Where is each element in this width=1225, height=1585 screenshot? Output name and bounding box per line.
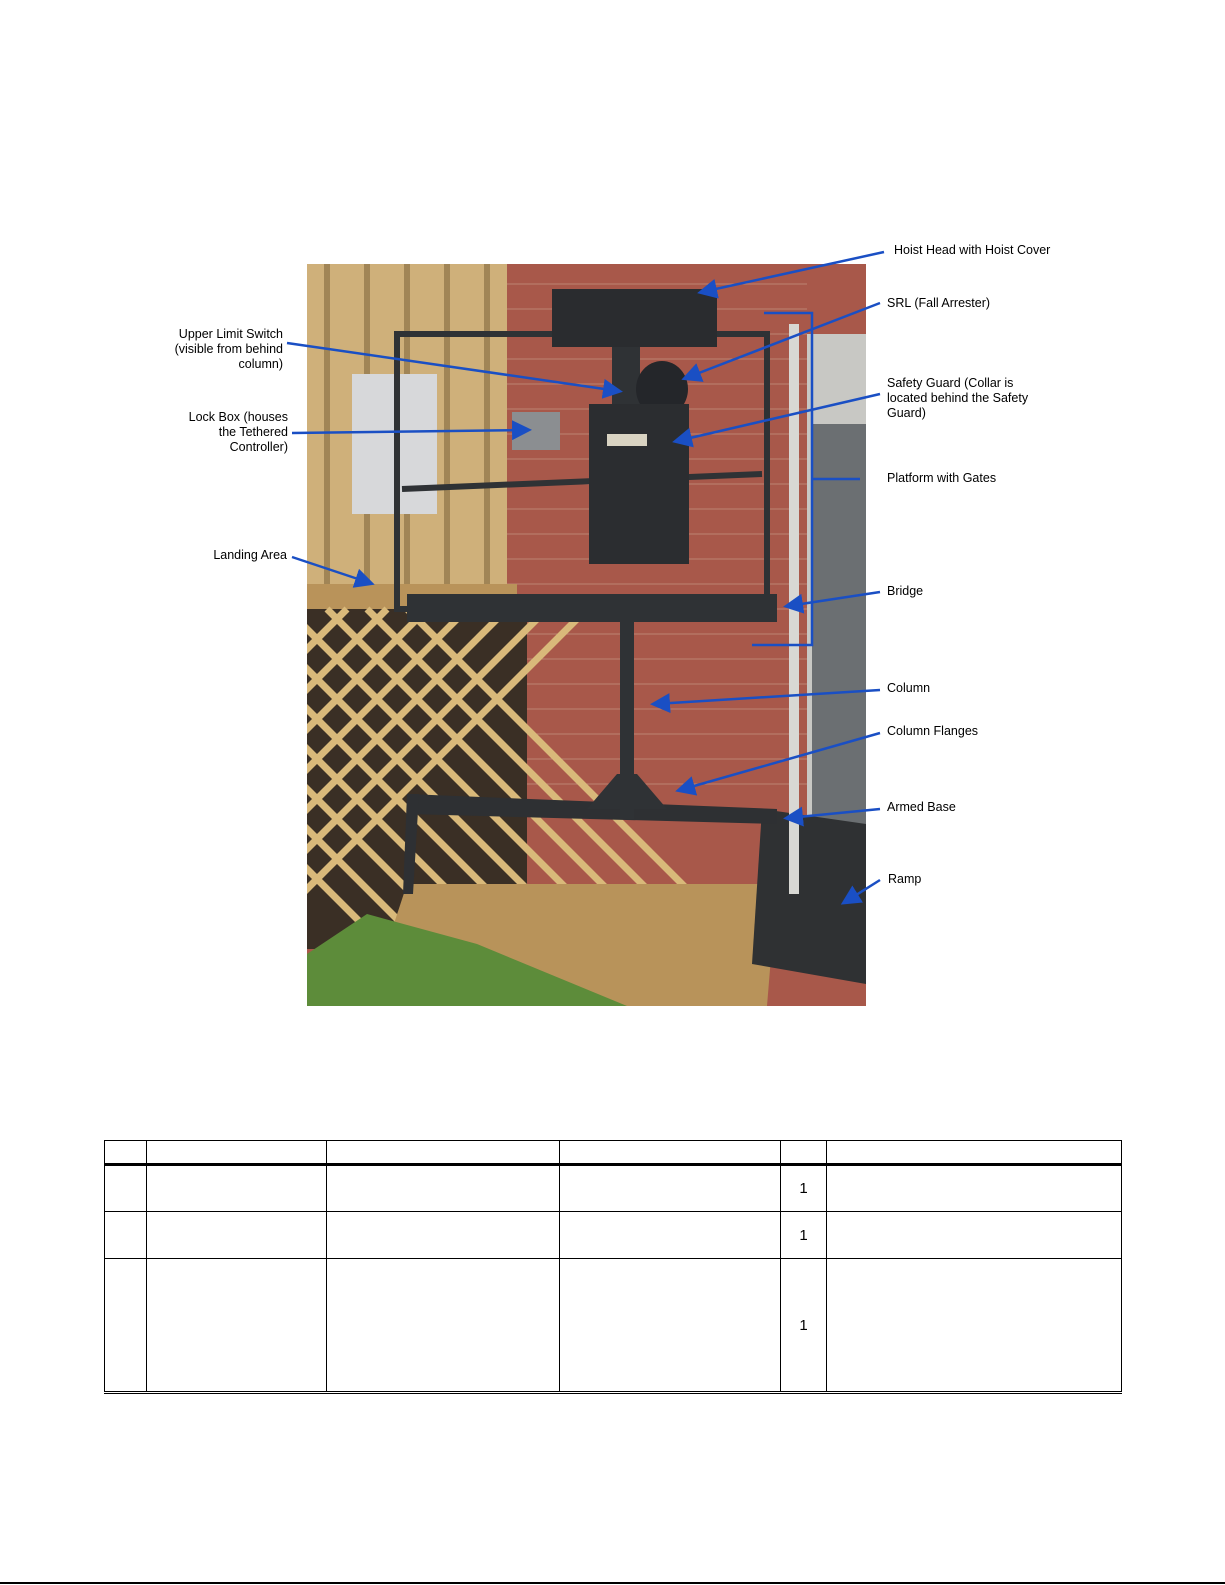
table-cell-qty: 1 [781, 1212, 827, 1259]
table-cell [105, 1212, 147, 1259]
lift-photo-illustration [307, 264, 866, 1006]
callout-upper-limit-switch: Upper Limit Switch (visible from behind column) [174, 327, 283, 371]
table-cell [105, 1259, 147, 1393]
table-row [105, 1212, 1122, 1259]
parts-table [104, 1140, 1122, 1394]
callout-lock-box: Lock Box (houses the Tethered Controller) [188, 410, 288, 454]
table-cell [560, 1212, 781, 1259]
callout-hoist-head: Hoist Head with Hoist Cover [894, 243, 1051, 257]
callout-column-flanges: Column Flanges [887, 724, 979, 738]
callout-armed-base: Armed Base [887, 800, 956, 814]
callout-column: Column [887, 681, 931, 695]
table-row [105, 1259, 1122, 1393]
table-cell [327, 1212, 560, 1259]
table-header-cell [147, 1141, 327, 1165]
callout-safety-guard: Safety Guard (Collar is located behind the Safety Guard) [887, 376, 1029, 420]
lift-photo [307, 264, 866, 1006]
table-cell [827, 1165, 1122, 1212]
callout-srl: SRL (Fall Arrester) [887, 296, 991, 310]
table-header-cell [105, 1141, 147, 1165]
callout-bridge: Bridge [887, 584, 924, 598]
table-cell [147, 1212, 327, 1259]
table-header-cell [327, 1141, 560, 1165]
callout-landing-area: Landing Area [213, 548, 287, 562]
page-bottom-rule [0, 1582, 1225, 1584]
table-header-row [105, 1141, 1122, 1165]
table-cell [327, 1259, 560, 1393]
table-cell-qty: 1 [781, 1259, 827, 1393]
table-header-cell [560, 1141, 781, 1165]
table-cell-qty: 1 [781, 1165, 827, 1212]
table-cell [105, 1165, 147, 1212]
table-cell [560, 1259, 781, 1393]
table-cell [147, 1165, 327, 1212]
table-cell [560, 1165, 781, 1212]
table-cell [147, 1259, 327, 1393]
table-header-cell [781, 1141, 827, 1165]
table-header-cell [827, 1141, 1122, 1165]
table-cell [327, 1165, 560, 1212]
callout-platform-with-gates: Platform with Gates [887, 471, 997, 485]
table-cell [827, 1212, 1122, 1259]
table-cell [827, 1259, 1122, 1393]
callout-ramp: Ramp [888, 872, 922, 886]
table-row [105, 1165, 1122, 1212]
